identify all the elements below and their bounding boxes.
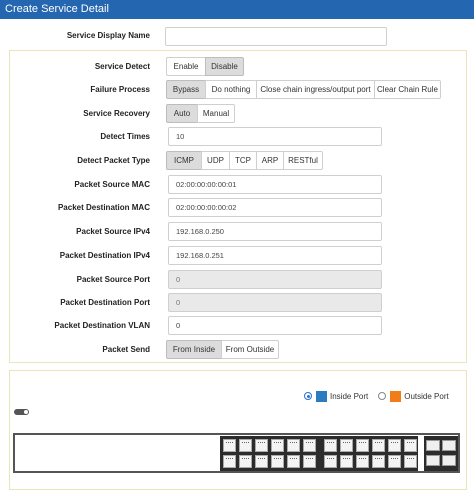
service-detect-toggle <box>166 57 244 76</box>
switch-port[interactable] <box>388 439 401 452</box>
switch-port[interactable] <box>255 439 268 452</box>
src-mac-input[interactable]: 02:00:00:00:00:01 <box>168 175 382 194</box>
switch-port[interactable] <box>287 439 300 452</box>
switch-port[interactable] <box>271 455 284 468</box>
switch-port[interactable] <box>372 455 385 468</box>
packet-type-tcp-button[interactable]: TCP <box>229 151 257 170</box>
recovery-manual-button[interactable]: Manual <box>197 104 235 123</box>
switch-port[interactable] <box>404 439 417 452</box>
dst-mac-label: Packet Destination MAC <box>57 203 150 212</box>
send-from-inside-button[interactable]: From Inside <box>166 340 222 359</box>
service-detect-disable-button[interactable]: Disable <box>205 57 244 76</box>
packet-send-toggle <box>166 340 279 359</box>
switch-port[interactable] <box>372 439 385 452</box>
switch-port[interactable] <box>287 455 300 468</box>
switch-port[interactable] <box>303 439 316 452</box>
outside-port-label: Outside Port <box>404 391 449 401</box>
packet-type-icmp-button[interactable]: ICMP <box>166 151 202 170</box>
src-ipv4-input[interactable]: 192.168.0.250 <box>168 222 382 241</box>
dst-ipv4-label: Packet Destination IPv4 <box>59 251 150 260</box>
failure-clear-chain-rule-button[interactable]: Clear Chain Rule <box>374 80 441 99</box>
sfp-port[interactable] <box>442 440 456 451</box>
rj45-port-block <box>220 436 418 471</box>
detect-packet-type-toggle <box>166 151 323 170</box>
detect-times-input[interactable]: 10 <box>168 127 382 146</box>
switch-port[interactable] <box>324 439 337 452</box>
switch-port[interactable] <box>303 455 316 468</box>
dst-ipv4-input[interactable]: 192.168.0.251 <box>168 246 382 265</box>
inside-port-radio[interactable] <box>304 392 312 400</box>
service-display-name-label: Service Display Name <box>66 31 150 40</box>
failure-do-nothing-button[interactable]: Do nothing <box>205 80 257 99</box>
src-port-input: 0 <box>168 270 382 289</box>
service-detect-label: Service Detect <box>94 62 150 71</box>
switch-port[interactable] <box>255 455 268 468</box>
dst-mac-input[interactable]: 02:00:00:00:00:02 <box>168 198 382 217</box>
packet-type-udp-button[interactable]: UDP <box>201 151 230 170</box>
send-from-outside-button[interactable]: From Outside <box>221 340 279 359</box>
src-ipv4-label: Packet Source IPv4 <box>76 227 150 236</box>
failure-bypass-button[interactable]: Bypass <box>166 80 206 99</box>
packet-type-restful-button[interactable]: RESTful <box>283 151 323 170</box>
switch-port[interactable] <box>271 439 284 452</box>
switch-port[interactable] <box>340 455 353 468</box>
switch-port[interactable] <box>239 439 252 452</box>
switch-port[interactable] <box>324 455 337 468</box>
service-recovery-label: Service Recovery <box>83 109 150 118</box>
src-port-label: Packet Source Port <box>76 275 150 284</box>
dst-port-input: 0 <box>168 293 382 312</box>
service-detect-enable-button[interactable]: Enable <box>166 57 206 76</box>
outside-port-radio[interactable] <box>378 392 386 400</box>
switch-port[interactable] <box>223 455 236 468</box>
sfp-port[interactable] <box>442 455 456 466</box>
inside-port-label: Inside Port <box>330 391 369 401</box>
inside-port-swatch <box>316 391 327 402</box>
outside-port-swatch <box>390 391 401 402</box>
dialog-title: Create Service Detail <box>0 0 474 19</box>
sfp-port[interactable] <box>426 440 440 451</box>
detect-packet-type-label: Detect Packet Type <box>77 156 150 165</box>
switch-port[interactable] <box>356 439 369 452</box>
packet-type-arp-button[interactable]: ARP <box>256 151 284 170</box>
dst-vlan-label: Packet Destination VLAN <box>54 321 150 330</box>
service-recovery-toggle <box>166 104 235 123</box>
switch-port[interactable] <box>388 455 401 468</box>
src-mac-label: Packet Source MAC <box>74 180 150 189</box>
recovery-auto-button[interactable]: Auto <box>166 104 198 123</box>
switch-port[interactable] <box>239 455 252 468</box>
switch-port[interactable] <box>356 455 369 468</box>
failure-process-label: Failure Process <box>90 85 150 94</box>
switch-port[interactable] <box>404 455 417 468</box>
dst-port-label: Packet Destination Port <box>60 298 150 307</box>
switch-front-panel <box>13 433 460 473</box>
switch-port[interactable] <box>223 439 236 452</box>
panel-toggle-switch[interactable] <box>14 409 29 415</box>
failure-process-toggle <box>166 80 441 99</box>
port-legend <box>304 390 449 402</box>
failure-close-chain-button[interactable]: Close chain ingress/output port <box>256 80 375 99</box>
service-display-name-input[interactable] <box>165 27 387 46</box>
packet-send-label: Packet Send <box>102 345 150 354</box>
sfp-port[interactable] <box>426 455 440 466</box>
dst-vlan-input[interactable]: 0 <box>168 316 382 335</box>
sfp-port-block <box>424 436 458 471</box>
detect-times-label: Detect Times <box>100 132 150 141</box>
switch-port[interactable] <box>340 439 353 452</box>
